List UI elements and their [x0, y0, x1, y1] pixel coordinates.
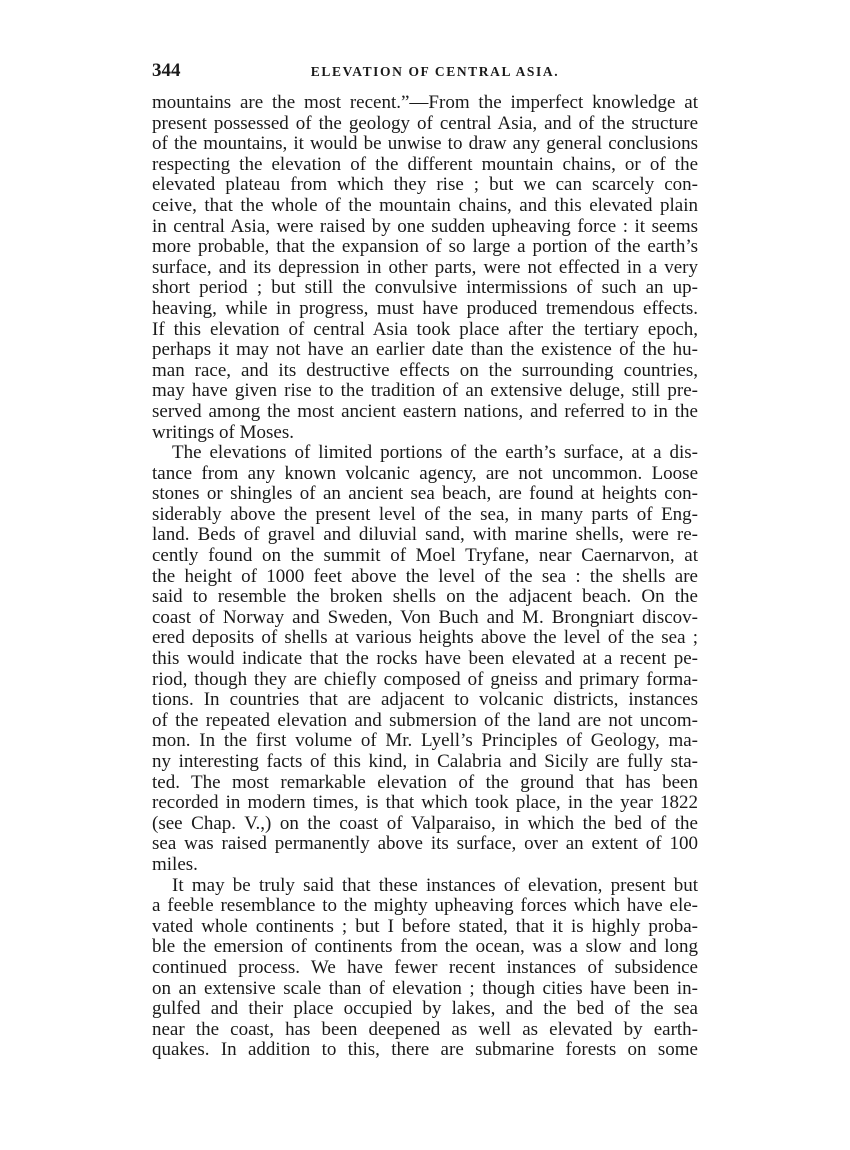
text-line: gulfed and their place occupied by lakes, and the bed of the sea: [152, 998, 698, 1020]
text-line: respecting the elevation of the different mountain chains, or of the: [152, 153, 698, 175]
text-line: elevated plateau from which they rise ; but we can scarcely con-: [152, 174, 698, 196]
text-line: The elevations of limited portions of the earth’s surface, at a dis-: [172, 442, 698, 464]
text-line: heaving, while in progress, must have produced tremendous effects.: [152, 297, 698, 319]
text-line: short period ; but still the convulsive intermissions of such an up-: [152, 277, 698, 299]
text-line: mountains are the most recent.”—From the imperfect knowledge at: [152, 92, 698, 113]
text-line: in central Asia, were raised by one sudden upheaving force : it seems: [152, 215, 698, 237]
text-line: on an extensive scale than of elevation ; though cities have been in-: [152, 977, 698, 999]
paragraph: [152, 93, 698, 443]
text-line: this would indicate that the rocks have been elevated at a recent pe-: [152, 648, 698, 670]
text-line: the height of 1000 feet above the level of the sea : the shells are: [152, 565, 698, 587]
running-head: ELEVATION OF CENTRAL ASIA.: [310, 64, 560, 79]
text-line: sea was raised permanently above its surface, over an extent of 100: [152, 833, 698, 855]
text-line: recorded in modern times, is that which took place, in the year 1822: [152, 792, 698, 814]
page-number: 344: [152, 60, 181, 81]
text-line: said to resemble the broken shells on the adjacent beach. On the: [152, 586, 698, 608]
text-line: man race, and its destructive effects on the surrounding countries,: [152, 359, 698, 381]
text-line: tions. In countries that are adjacent to volcanic districts, instances: [152, 689, 698, 711]
text-line: cently found on the summit of Moel Tryfane, near Caernarvon, at: [152, 545, 698, 567]
text-line: ble the emersion of continents from the ocean, was a slow and long: [152, 936, 698, 958]
text-line: of the mountains, it would be unwise to draw any general conclusions: [152, 133, 698, 155]
text-line: quakes. In addition to this, there are submarine forests on some: [152, 1039, 698, 1061]
text-line: ny interesting facts of this kind, in Calabria and Sicily are fully sta-: [152, 751, 698, 772]
text-line: If this elevation of central Asia took place after the tertiary epoch,: [152, 318, 698, 340]
text-line: siderably above the present level of the sea, in many parts of Eng-: [152, 503, 698, 525]
text-line: continued process. We have fewer recent instances of subsidence: [152, 956, 698, 978]
text-line: land. Beds of gravel and diluvial sand, with marine shells, were re-: [152, 524, 698, 546]
text-line: ted. The most remarkable elevation of the ground that has been: [152, 771, 698, 793]
text-line: may have given rise to the tradition of an extensive deluge, still pre-: [152, 380, 698, 402]
text-line: mon. In the first volume of Mr. Lyell’s Principles of Geology, ma-: [152, 730, 698, 752]
text-line: ered deposits of shells at various heights above the level of the sea ;: [152, 627, 698, 649]
text-line: served among the most ancient eastern nations, and referred to in the: [152, 400, 698, 422]
text-line: (see Chap. V.,) on the coast of Valparaiso, in which the bed of the: [152, 812, 698, 834]
text-line: stones or shingles of an ancient sea beach, are found at heights con-: [152, 483, 698, 505]
body-text: [152, 93, 698, 1061]
page-header: [152, 60, 698, 82]
paragraph: [152, 876, 698, 1061]
text-line: vated whole continents ; but I before stated, that it is highly proba-: [152, 915, 698, 937]
text-line: ceive, that the whole of the mountain chains, and this elevated plain: [152, 194, 698, 216]
text-line: present possessed of the geology of central Asia, and of the structure: [152, 112, 698, 134]
paragraph: [152, 443, 698, 875]
text-line: writings of Moses.: [152, 421, 294, 443]
text-line: perhaps it may not have an earlier date than the existence of the hu-: [152, 339, 698, 361]
text-line: riod, though they are chiefly composed of gneiss and primary forma-: [152, 668, 698, 690]
text-line: It may be truly said that these instances of elevation, present but: [172, 874, 698, 896]
text-line: of the repeated elevation and submersion of the land are not uncom-: [152, 709, 698, 731]
text-line: miles.: [152, 853, 198, 875]
text-line: more probable, that the expansion of so large a portion of the earth’s: [152, 236, 698, 258]
text-line: a feeble resemblance to the mighty upheaving forces which have ele-: [152, 895, 698, 917]
text-line: surface, and its depression in other parts, were not effected in a very: [152, 256, 698, 278]
text-line: tance from any known volcanic agency, are not uncommon. Loose: [152, 462, 698, 484]
text-line: near the coast, has been deepened as well as elevated by earth-: [152, 1018, 698, 1040]
text-line: coast of Norway and Sweden, Von Buch and M. Brongniart discov-: [152, 606, 698, 628]
